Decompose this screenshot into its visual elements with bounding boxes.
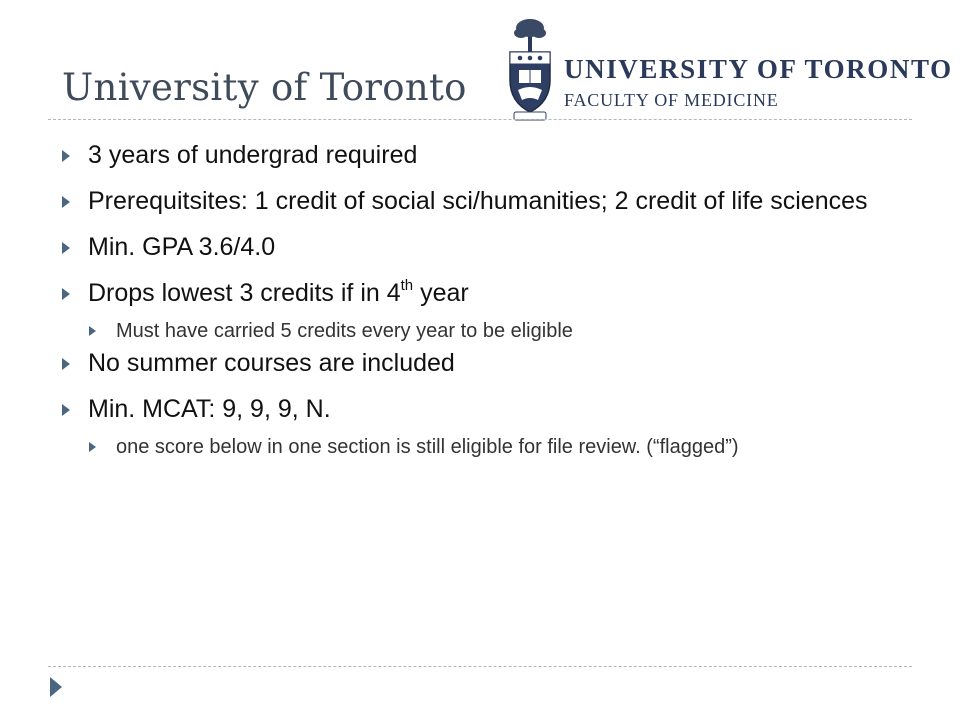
footer-divider	[48, 666, 912, 667]
sub-bullet-eligibility	[62, 316, 922, 346]
bullet-text: Min. MCAT: 9, 9, 9, N.	[88, 395, 331, 423]
title-divider	[48, 119, 912, 120]
bullet-arrow-icon	[62, 288, 70, 300]
bullet-summer-courses	[62, 346, 922, 380]
sub-bullet-text: Must have carried 5 credits every year to be eligible	[116, 320, 573, 342]
bullet-list	[62, 138, 922, 462]
bullet-arrow-icon	[62, 242, 70, 254]
faculty-logo	[504, 14, 953, 124]
bullet-undergrad-years	[62, 138, 922, 172]
bullet-drops-lowest	[62, 276, 922, 310]
bullet-text: 3 years of undergrad required	[88, 141, 418, 169]
bullet-superscript: th	[400, 276, 414, 294]
sub-bullet-arrow-icon	[89, 326, 96, 336]
bullet-arrow-icon	[62, 196, 70, 208]
bullet-text: No summer courses are included	[88, 349, 455, 377]
logo-faculty-name: FACULTY OF MEDICINE	[564, 90, 779, 110]
sub-bullet-arrow-icon	[89, 442, 96, 452]
bullet-text-after: year	[413, 279, 469, 307]
bullet-arrow-icon	[62, 404, 70, 416]
bullet-arrow-icon	[62, 358, 70, 370]
sub-bullet-text: one score below in one section is still eligible for file review. (“flagged”)	[116, 436, 739, 458]
bullet-text-before: Drops lowest 3 credits if in 4	[88, 279, 401, 307]
bullet-prerequisites	[62, 184, 922, 218]
bullet-text: Prerequitsites: 1 credit of social sci/humanities; 2 credit of life sciences	[88, 187, 868, 215]
university-crest-icon	[504, 14, 556, 124]
bullet-min-mcat	[62, 392, 922, 426]
footer-arrow-icon	[50, 677, 62, 697]
bullet-arrow-icon	[62, 150, 70, 162]
slide-title: University of Toronto	[62, 66, 467, 109]
bullet-min-gpa	[62, 230, 922, 264]
bullet-text: Min. GPA 3.6/4.0	[88, 233, 276, 261]
sub-bullet-file-review	[62, 432, 922, 462]
logo-university-name: UNIVERSITY OF TORONTO	[564, 54, 953, 84]
